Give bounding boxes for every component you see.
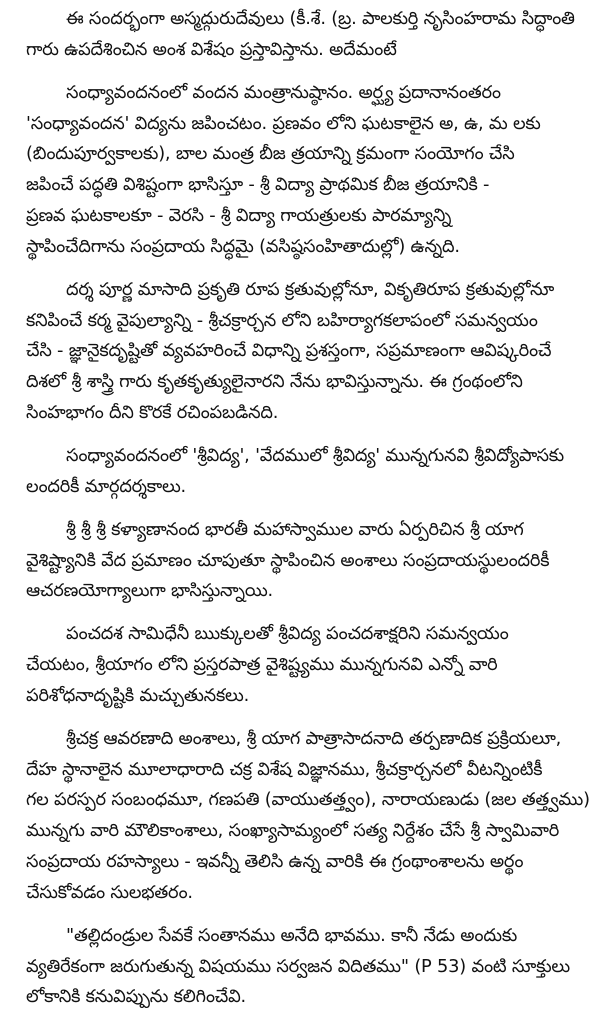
text-line: చేసి - జ్ఞానైకదృష్టితో వ్యవహరించే విధాన్ని ప్రశస్తంగా, సప్రమాణంగా ఆవిష్కరించే	[26, 340, 552, 362]
text-line: కనిపించే కర్మ వైపుల్యాన్ని - శ్రీచక్రార్చన లోని బహిర్యాగకలాపంలో సమన్వయం	[26, 309, 538, 331]
text-line: ప్రణవ ఘటకాలకూ - వెరసి - శ్రీ విద్యా గాయత్రులకు పారమ్యాన్ని	[26, 204, 452, 226]
text-line: "తల్లిదండ్రుల సేవకే సంతానము అనేది భావము. కానీ నేడు అందుకు	[66, 924, 518, 946]
paragraph-1	[26, 4, 590, 66]
paragraph-8	[26, 921, 590, 1013]
text-line: సంప్రదాయ రహస్యాలు - ఇవన్నీ తెలిసి ఉన్న వారికి ఈ గ్రంథాంశాలను అర్థం	[26, 851, 524, 873]
paragraph-3	[26, 275, 590, 429]
text-line: జపించే పద్ధతి విశిష్టంగా భాసిస్తూ - శ్రీ విద్యా ప్రాథమిక బీజ త్రయానికి -	[26, 174, 490, 196]
text-line: గారు ఉపదేశించిన అంశ విశేషం ప్రస్తావిస్తాను. అదేమంటే	[26, 38, 397, 60]
paragraph-2	[26, 78, 590, 263]
text-line: సంధ్యావందనంలో వందన మంత్రానుష్ఠానం. అర్ఘ్య ప్రదానానంతరం	[66, 81, 501, 103]
text-line: స్థాపించేదిగాను సంప్రదాయ సిద్ధమై (వసిష్ఠసంహితాదుల్లో) ఉన్నది.	[26, 235, 460, 257]
text-line: సింహభాగం దీని కొరకే రచింపబడినది.	[26, 401, 279, 423]
text-line: దిశలో శ్రీ శాస్త్రి గారు కృతకృత్యులైనారని నేను భావిస్తున్నాను. ఈ గ్రంథంలోని	[26, 371, 523, 393]
paragraph-6	[26, 619, 590, 711]
text-line: లోకానికి కనువిప్పును కలిగించేవి.	[26, 986, 246, 1008]
text-line: పరిశోధనాదృష్టికి మచ్చుతునకలు.	[26, 684, 250, 706]
paragraph-4	[26, 441, 590, 503]
text-line: గల పరస్పర సంబంధమూ, గణపతి (వాయుతత్త్వం), నారాయణుడు (జల తత్త్వము)	[26, 789, 590, 811]
text-line: వైశిష్ట్యానికి వేద ప్రమాణం చూపుతూ స్థాపించిన అంశాలు సంప్రదాయస్థులందరికీ	[26, 549, 550, 571]
text-line: ఆచరణయోగ్యాలుగా భాసిస్తున్నాయి.	[26, 580, 273, 602]
text-line: శ్రీ శ్రీ శ్రీ కళ్యాణానంద భారతీ మహాస్వాముల వారు ఏర్పరిచిన శ్రీ యాగ	[66, 518, 524, 540]
text-line: చేసుకోవడం సులభతరం.	[26, 881, 193, 903]
text-line: ఈ సందర్భంగా అస్మద్గురుదేవులు (కీ.శే. (బ్ర. పాలకుర్తి నృసింహరామ సిద్ధాంతి	[66, 8, 575, 29]
text-line: మున్నగు వారి మౌలికాంశాలు, సంఖ్యాసామ్యంలో సత్య నిర్దేశం చేసే శ్రీ స్వామివారి	[26, 820, 560, 842]
paragraph-7	[26, 724, 590, 909]
text-line: 'సంధ్యావందన' విద్యను జపించటం. ప్రణవం లోని ఘటకాలైన అ, ఉ, మ లకు	[26, 112, 541, 134]
text-line: చేయటం, శ్రీయాగం లోని ప్రస్తరపాత్ర వైశిష్ట్యము మున్నగునవి ఎన్నో వారి	[26, 654, 498, 676]
paragraph-5	[26, 515, 590, 607]
text-line: లందరికీ మార్గదర్శకాలు.	[26, 475, 186, 497]
text-line: దర్శ పూర్ణ మాసాది ప్రకృతి రూప క్రతువుల్లోనూ, వికృతిరూప క్రతువుల్లోనూ	[66, 278, 555, 300]
text-line: శ్రీచక్ర ఆవరణాది అంశాలు, శ్రీ యాగ పాత్రాసాదనాది తర్పణాదిక ప్రక్రియలూ,	[66, 727, 562, 749]
text-line: సంధ్యావందనంలో 'శ్రీవిద్య', 'వేదములో శ్రీవిద్య' మున్నగునవి శ్రీవిద్యోపాసకు	[66, 444, 564, 466]
text-line: (బిందుపూర్వకాలకు), బాల మంత్ర బీజ త్రయాన్ని క్రమంగా సంయోగం చేసి	[26, 143, 515, 165]
text-line: వ్యతిరేకంగా జరుగుతున్న విషయము సర్వజన విదితము" (P 53) వంటి సూక్తులు	[26, 955, 570, 977]
text-line: పంచదశ సామిధేనీ ఋక్కులతో శ్రీవిద్య పంచదశాక్షరిని సమన్వయం	[66, 623, 509, 645]
text-line: దేహ స్థానాలైన మూలాధారాది చక్ర విశేష విజ్ఞానము, శ్రీచక్రార్చనలో వీటన్నింటికీ	[26, 758, 543, 780]
